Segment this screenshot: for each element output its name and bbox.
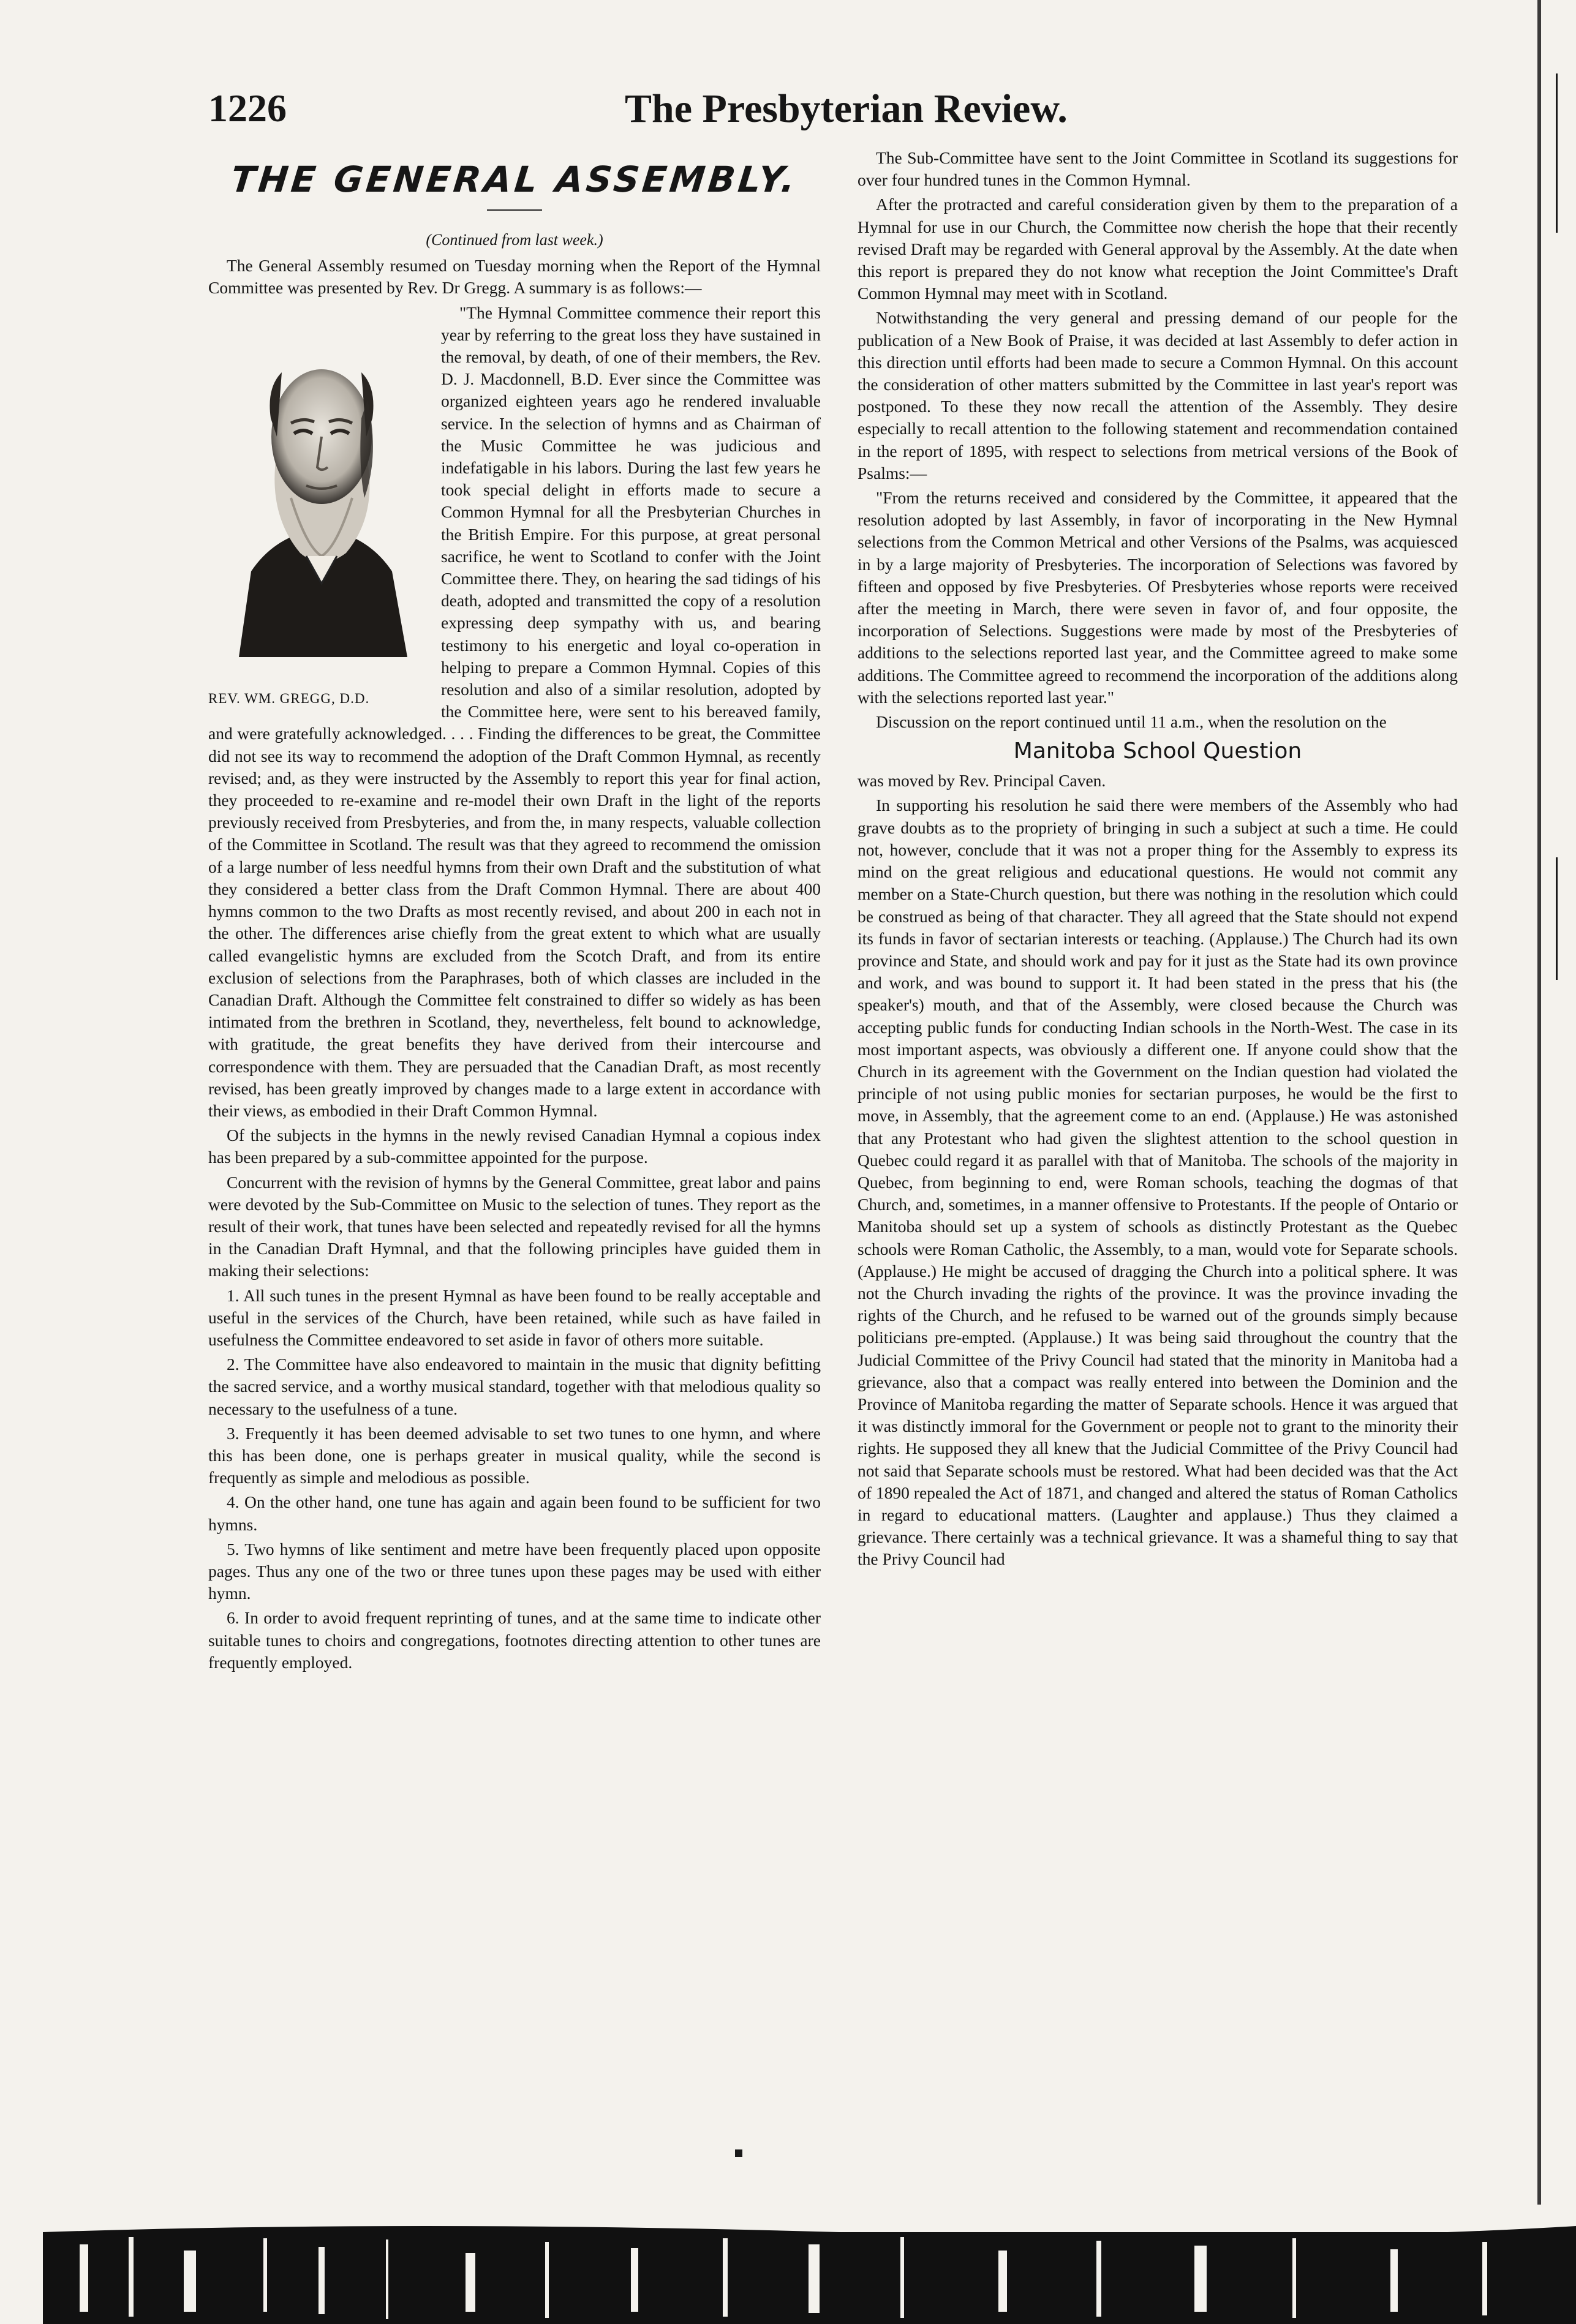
right-column (858, 147, 1458, 1573)
body-paragraph: was moved by Rev. Principal Caven. (858, 771, 1106, 791)
portrait-caption: REV. WM. GREGG, D.D. (208, 690, 370, 706)
body-paragraph: Concurrent with the revision of hymns by the General Committee, great labor and pains were devoted by the Sub-Committee on Music to the selection of tunes. They report as the result of their work, that tunes have been selected and repeatedly revised for all the hymns in the Canadian Draft Hymnal, and that the following principles have guided them in making their selections: (208, 1172, 821, 1280)
portrait-figure (208, 302, 429, 718)
body-paragraph: Of the subjects in the hymns in the newly revised Canadian Hymnal a copious index has been prepared by a sub-committee appointed for the purpose. (208, 1126, 821, 1167)
body-paragraph: 3. Frequently it has been deemed advisable to set two tunes to one hymn, and where this has been done, one is perhaps greater in musical quality, while the second is frequently as simple and melodious as possible. (208, 1423, 821, 1487)
title-rule (487, 209, 542, 211)
section-heading: Manitoba School Question (1013, 739, 1302, 764)
body-paragraph: 1. All such tunes in the present Hymnal as have been found to be really acceptable and useful in the services of the Church, have been retained, while such as have failed in usefulness the Committee endeavored to set aside in favor of others more suitable. (208, 1285, 821, 1349)
continued-note: (Continued from last week.) (426, 231, 603, 249)
body-paragraph: "From the returns received and considered by the Committee, it appeared that the resolution adopted by last Assembly, in favor of incorporating in the New Hymnal selections from the Common Metrical and other Versions of the Psalms, was acquiesced in by a large majority of Presbyteries. The incorporation of Selections was favored by fifteen and opposed by five Presbyteries. Of Presbyteries whose reports were received after the meeting in March, there were seven in favor of, and four opposite, the incorporation of Selections. Suggestions were made by most of the Presbyteries of additions to the selections reported last year, and the Committee agreed to make some additions. The Committee agreed to recommend the incorporation of the additions along with the selections reported last year." (858, 488, 1458, 707)
body-paragraph: 4. On the other hand, one tune has again and again been found to be sufficient for two hymns. (208, 1492, 821, 1534)
body-paragraph: Notwithstanding the very general and pressing demand of our people for the publication of a New Book of Praise, it was decided at last Assembly to defer action in this direction until efforts had been made to secure a Common Hymnal. On this account the consideration of other matters submitted by the Committee in last year's report was postponed. To these they now recall the attention of the Assembly. They desire especially to recall attention to the following statement and recommendation contained in the report of 1895, with respect to selections from metrical versions of the Book of Psalms:— (858, 308, 1458, 483)
body-paragraph: 5. Two hymns of like sentiment and metre have been frequently placed upon opposite pages. Thus any one of the two or three tunes upon these pages may be used with either hymn. (208, 1539, 821, 1603)
article-title: THE GENERAL ASSEMBLY. (228, 159, 801, 200)
body-paragraph: "The Hymnal Committee commence their report this year by referring to the great loss they have sustained in the removal, by death, of one of their members, the Rev. D. J. Macdonnell, B.D. Ever since the Committee was organized eighteen years ago he rendered invaluable service. In the selection of hymns and as Chairman of the Music Committee he was judicious and indefatigable in his labors. During the last few years he took special delight in efforts made to secure a Common Hymnal for all the Presbyterian Churches in the British Empire. For this purpose, at great personal sacrifice, he went to Scotland to confer with the Joint Committee there. They, on hearing the sad tidings of his death, adopted and transmitted the copy of a resolution expressing deep sympathy with us, and bearing testimony to his energetic and loyal co-operation in helping to prepare a Common Hymnal. Copies of this resolution and also of a similar resolution, adopted by the Committee here, were sent to his bereaved family, and were gratefully acknowledged. . . . Finding the differences to be great, the Committee did not see its way to recommend the adoption of the Draft Common Hymnal, as recently revised; and, as they were instructed by the Assembly to report this year for final action, they proceeded to re-examine and re-model their own Draft in the light of the reports previously received from Presbyteries, and from the, in many respects, valuable collection of the Committee in Scotland. The result was that they agreed to recommend the omission of a large number of less needful hymns from their own Draft and the substitution of what they considered a better class from the Draft Common Hymnal. There are about 400 hymns common to the two Drafts as most recently revised, and about 200 in each not in the other. The differences arise chiefly from the great extent to which what are usually called evangelistic hymns are excluded from the Scotch Draft, and from its entire exclusion of selections from the Paraphrases, both of which classes are included in the Canadian Draft. Although the Committee felt constrained to differ so widely as has been intimated from the brethren in Scotland, they, nevertheless, felt bound to acknowledge, with gratitude, the great benefits they have derived from their intercourse and correspondence with them. They are persuaded that the Canadian Draft, as most recently revised, has been greatly improved by changes made to a large extent in accordance with their views, as embodied in their Draft Common Hymnal. (208, 303, 821, 1120)
body-paragraph: The Sub-Committee have sent to the Joint Committee in Scotland its suggestions for over four hundred tunes in the Common Hymnal. (858, 148, 1458, 190)
body-paragraph: In supporting his resolution he said there were members of the Assembly who had grave doubts as to the propriety of bringing in such a subject at such a time. He could not, however, conclude that it was not a proper thing for the Assembly to express its mind on the great religious and educational questions. He would not commit any member on a State-Church question, but there was nothing in the resolution which could be construed as being of that character. They all agreed that the State should not expend its funds in favor of sectarian interests or teaching. (Applause.) The Church had its own province and State, and should work and pay for it just as the State had its own province and work, and was bound to support it. It had been stated in the press that his (the speaker's) mouth, and that of the Assembly, were closed because the Church was accepting public funds for conducting Indian schools in the North-West. The case in its most important aspects, was obviously a different one. If anyone could show that the Church in its agreement with the Government on the Indian question had violated the principle of not using public monies for sectarian purposes, he would be the first to move, in Assembly, that the agreement come to an end. (Applause.) He was astonished that any Protestant who had given the slightest attention to the school question in Quebec could regard it as parallel with that of Manitoba. The schools of the majority in Quebec, from beginning to end, were Roman schools, teaching the dogmas of that Church, and, sometimes, in a manner offensive to Protestants. If the people of Ontario or Manitoba should set up a system of schools as distinctly Protestant as the Quebec schools were Roman Catholic, the Assembly, to a man, would vote for Separate schools. (Applause.) He might be accused of dragging the Church into a political sphere. It was not the Church invading the rights of the province. It was the province invading the rights of the Church, and he refused to be warned out of the grounds simply because politicians pre-empted. (Applause.) It was being said throughout the country that the Judicial Committee of the Privy Council had stated that the minority in Manitoba had a grievance, also that a compact was really entered into between the Dominion and the Province of Manitoba regarding the matter of Separate schools. Hence it was argued that it was distinctly immoral for the Government or people not to grant to the minority their rights. He supposed they all knew that the Judicial Committee of the Privy Council had not said that Separate schools must be restored. What had been decided was that the Act of 1890 repealed the Act of 1871, and changed and altered the status of Roman Catholics in regard to educational matters. (Laughter and applause.) Thus they claimed a grievance. There certainly was a technical grievance. It was a shameful thing to say that the Privy Council had (858, 795, 1458, 1569)
left-column (208, 147, 821, 1676)
intro-paragraph: The General Assembly resumed on Tuesday morning when the Report of the Hymnal Committee was presented by Rev. Dr Gregg. A summary is as follows:— (208, 256, 821, 298)
page-header (208, 86, 1458, 141)
journal-title: The Presbyterian Review. (625, 86, 1068, 131)
page-number: 1226 (208, 86, 287, 130)
body-paragraph: After the protracted and careful consideration given by them to the preparation of a Hymnal for use in our Church, the Committee now cherish the hope that their recently revised Draft may be regarded with General approval by the Assembly. At the date when this report is prepared they do not know what reception the Joint Committee's Draft Common Hymnal may meet with in Scotland. (858, 195, 1458, 303)
portrait-engraving (233, 314, 410, 657)
body-paragraph: 6. In order to avoid frequent reprinting of tunes, and at the same time to indicate other suitable tunes to choirs and congregations, footnotes directing attention to other tunes are frequently employed. (208, 1608, 821, 1672)
body-paragraph: Discussion on the report continued until 11 a.m., when the resolution on the (876, 712, 1387, 732)
scan-bottom-edge (43, 2208, 1576, 2324)
body-paragraph: 2. The Committee have also endeavored to maintain in the music that dignity befitting the sacred service, and a worthy musical standard, together with that melodious quality so necessary to the usefulness of a tune. (208, 1355, 821, 1418)
